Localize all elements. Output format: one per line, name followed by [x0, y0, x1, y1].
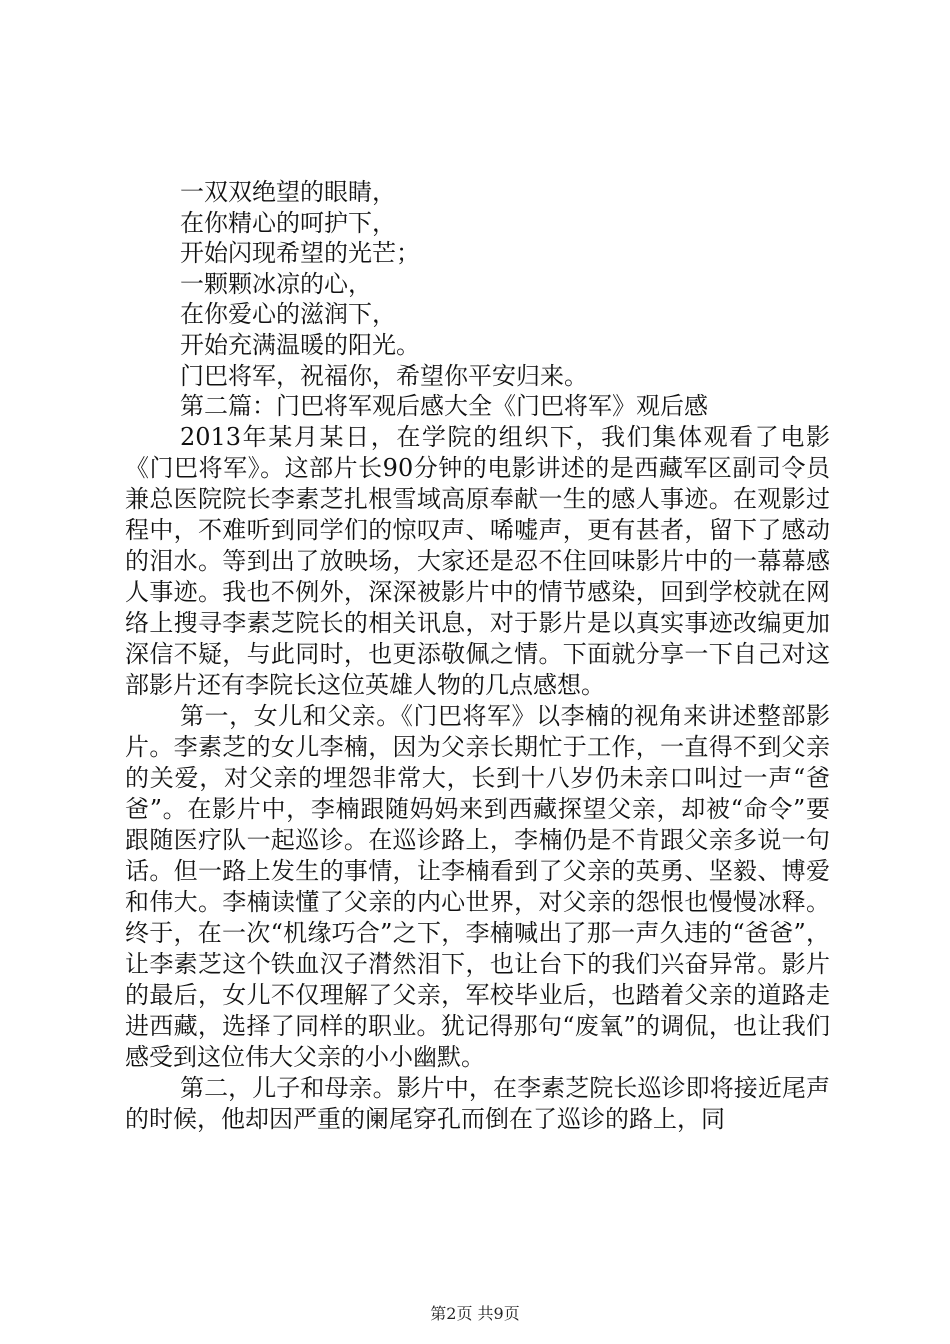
poem-line: 一双双绝望的眼睛， — [180, 178, 396, 206]
poem-line: 门巴将军，祝福你，希望你平安归来。 — [180, 361, 588, 390]
section-heading: 第二篇：门巴将军观后感大全《门巴将军》观后感 — [180, 392, 708, 421]
paragraph-son-mother: 第二，儿子和母亲。影片中，在李素芝院长巡诊即将接近尾声的时候，他却因严重的阑尾穿孔而倒在了巡诊的路上，同 — [125, 1074, 830, 1133]
article-body — [125, 422, 830, 1135]
poem-line: 开始充满温暖的阳光。 — [180, 330, 420, 359]
poem-line: 在你精心的呵护下， — [180, 208, 396, 237]
poem-line: 在你爱心的滋润下， — [180, 300, 396, 329]
paragraph-intro: 2013年某月某日，在学院的组织下，我们集体观看了电影《门巴将军》。这部片长90分钟的电影讲述的是西藏军区副司令员兼总医院院长李素芝扎根雪域高原奉献一生的感人事迹。在观影过程中，不难听到同学们的惊叹声、唏嘘声，更有甚者，留下了感动的泪水。等到出了放映场，大家还是忍不住回味影片中的一幕幕感人事迹。我也不例外，深深被影片中的情节感染，回到学校就在网络上搜寻李素芝院长的相关讯息，对于影片是以真实事迹改编更加深信不疑，与此同时，也更添敬佩之情。下面就分享一下自己对这部影片还有李院长这位英雄人物的几点感想。 — [125, 423, 830, 699]
poem-line: 一颗颗冰凉的心， — [180, 269, 372, 298]
paragraph-daughter-father: 第一，女儿和父亲。《门巴将军》以李楠的视角来讲述整部影片。李素芝的女儿李楠，因为父亲长期忙于工作，一直得不到父亲的关爱，对父亲的埋怨非常大，长到十八岁仍未亲口叫过一声“爸爸”。在影片中，李楠跟随妈妈来到西藏探望父亲，却被“命令”要跟随医疗队一起巡诊。在巡诊路上，李楠仍是不肯跟父亲多说一句话。但一路上发生的事情，让李楠看到了父亲的英勇、坚毅、博爱和伟大。李楠读懂了父亲的内心世界，对父亲的怨恨也慢慢冰释。终于，在一次“机缘巧合”之下，李楠喊出了那一声久违的“爸爸”，让李素芝这个铁血汉子潸然泪下，也让台下的我们兴奋异常。影片的最后，女儿不仅理解了父亲，军校毕业后，也踏着父亲的道路走进西藏，选择了同样的职业。犹记得那句“废氧”的调侃，也让我们感受到这位伟大父亲的小小幽默。 — [125, 702, 830, 1071]
poem-line: 开始闪现希望的光芒； — [180, 239, 420, 268]
poem-block — [180, 177, 840, 422]
page-number-footer: 第2页 共9页 — [430, 1304, 520, 1323]
